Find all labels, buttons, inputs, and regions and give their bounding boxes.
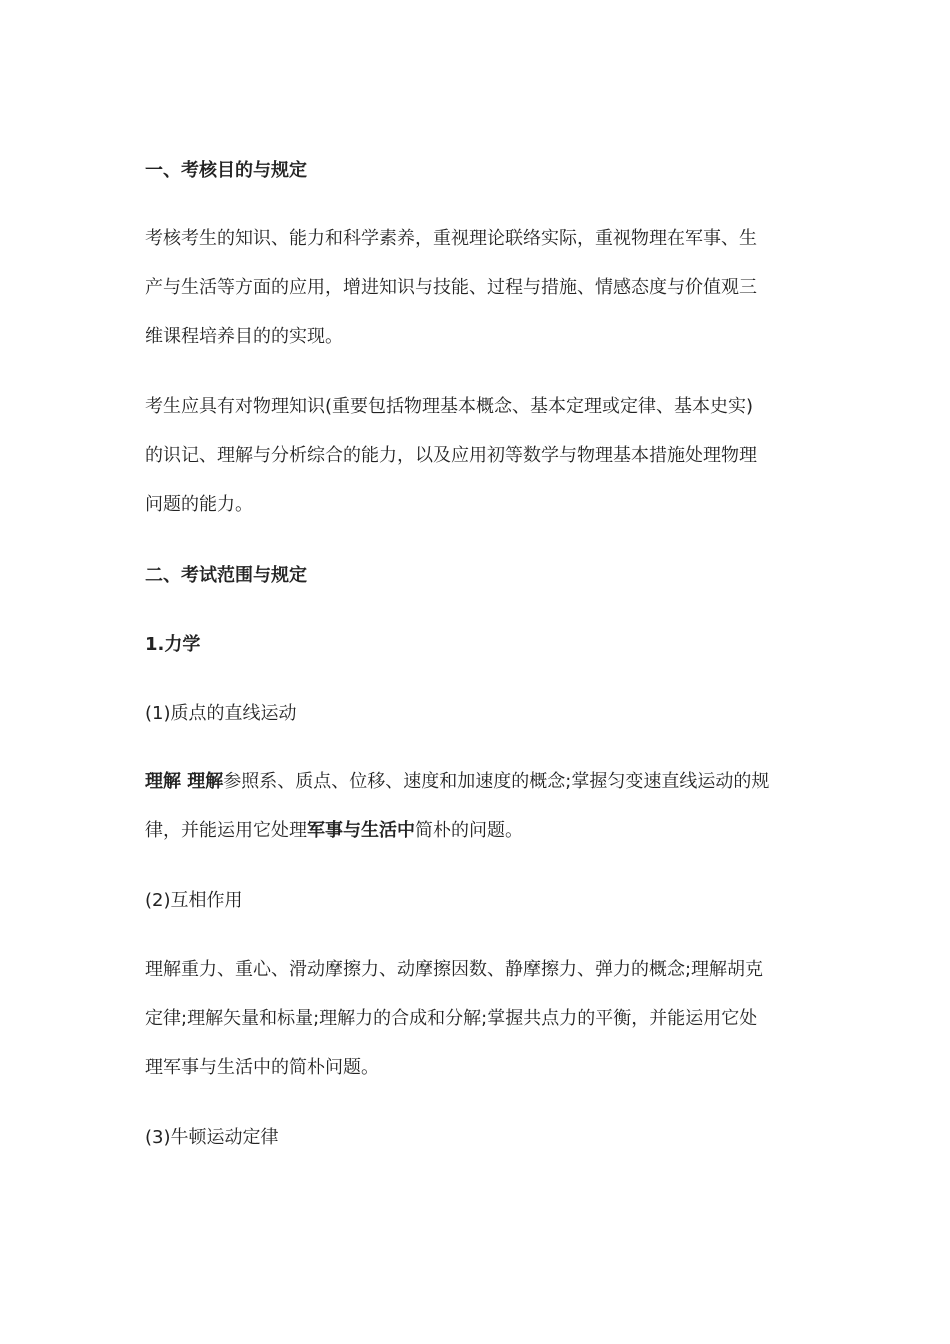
paragraph-line: 问题的能力。	[145, 494, 253, 515]
paragraph-line: 考核考生的知识、能力和科学素养，重视理论联络实际，重视物理在军事、生	[145, 228, 757, 249]
paragraph-line	[145, 757, 810, 806]
paragraph-line	[145, 806, 810, 855]
item-heading-linear-motion: (1)质点的直线运动	[145, 703, 297, 724]
paragraph-ability-requirements	[145, 382, 810, 529]
section-heading-2: 二、考试范围与规定	[145, 565, 307, 586]
paragraph-line: 产与生活等方面的应用，增进知识与技能、过程与措施、情感态度与价值观三	[145, 277, 757, 298]
item-heading-interaction: (2)互相作用	[145, 890, 243, 911]
paragraph-assessment-goals	[145, 214, 810, 361]
paragraph-line: 理解重力、重心、滑动摩擦力、动摩擦因数、静摩擦力、弹力的概念;理解胡克	[145, 959, 764, 980]
bold-lead-text: 理解 理解	[145, 771, 224, 792]
paragraph-interaction	[145, 945, 810, 1092]
paragraph-line: 理军事与生活中的简朴问题。	[145, 1057, 379, 1078]
paragraph-linear-motion	[145, 757, 810, 855]
item-heading-newton-laws: (3)牛顿运动定律	[145, 1127, 279, 1148]
bold-emphasis-text: 军事与生活中	[307, 820, 415, 841]
section-heading-1: 一、考核目的与规定	[145, 160, 307, 181]
line-text: 参照系、质点、位移、速度和加速度的概念;掌握匀变速直线运动的规	[223, 771, 770, 792]
line-text: 简朴的问题。	[415, 820, 523, 841]
line-text: 律，并能运用它处理	[145, 820, 307, 841]
paragraph-line: 的识记、理解与分析综合的能力，以及应用初等数学与物理基本措施处理物理	[145, 445, 757, 466]
paragraph-line: 考生应具有对物理知识(重要包括物理基本概念、基本定理或定律、基本史实)	[145, 396, 754, 417]
subsection-heading-mechanics: 1.力学	[145, 634, 201, 655]
paragraph-line: 维课程培养目的的实现。	[145, 326, 343, 347]
paragraph-line: 定律;理解矢量和标量;理解力的合成和分解;掌握共点力的平衡，并能运用它处	[145, 1008, 758, 1029]
